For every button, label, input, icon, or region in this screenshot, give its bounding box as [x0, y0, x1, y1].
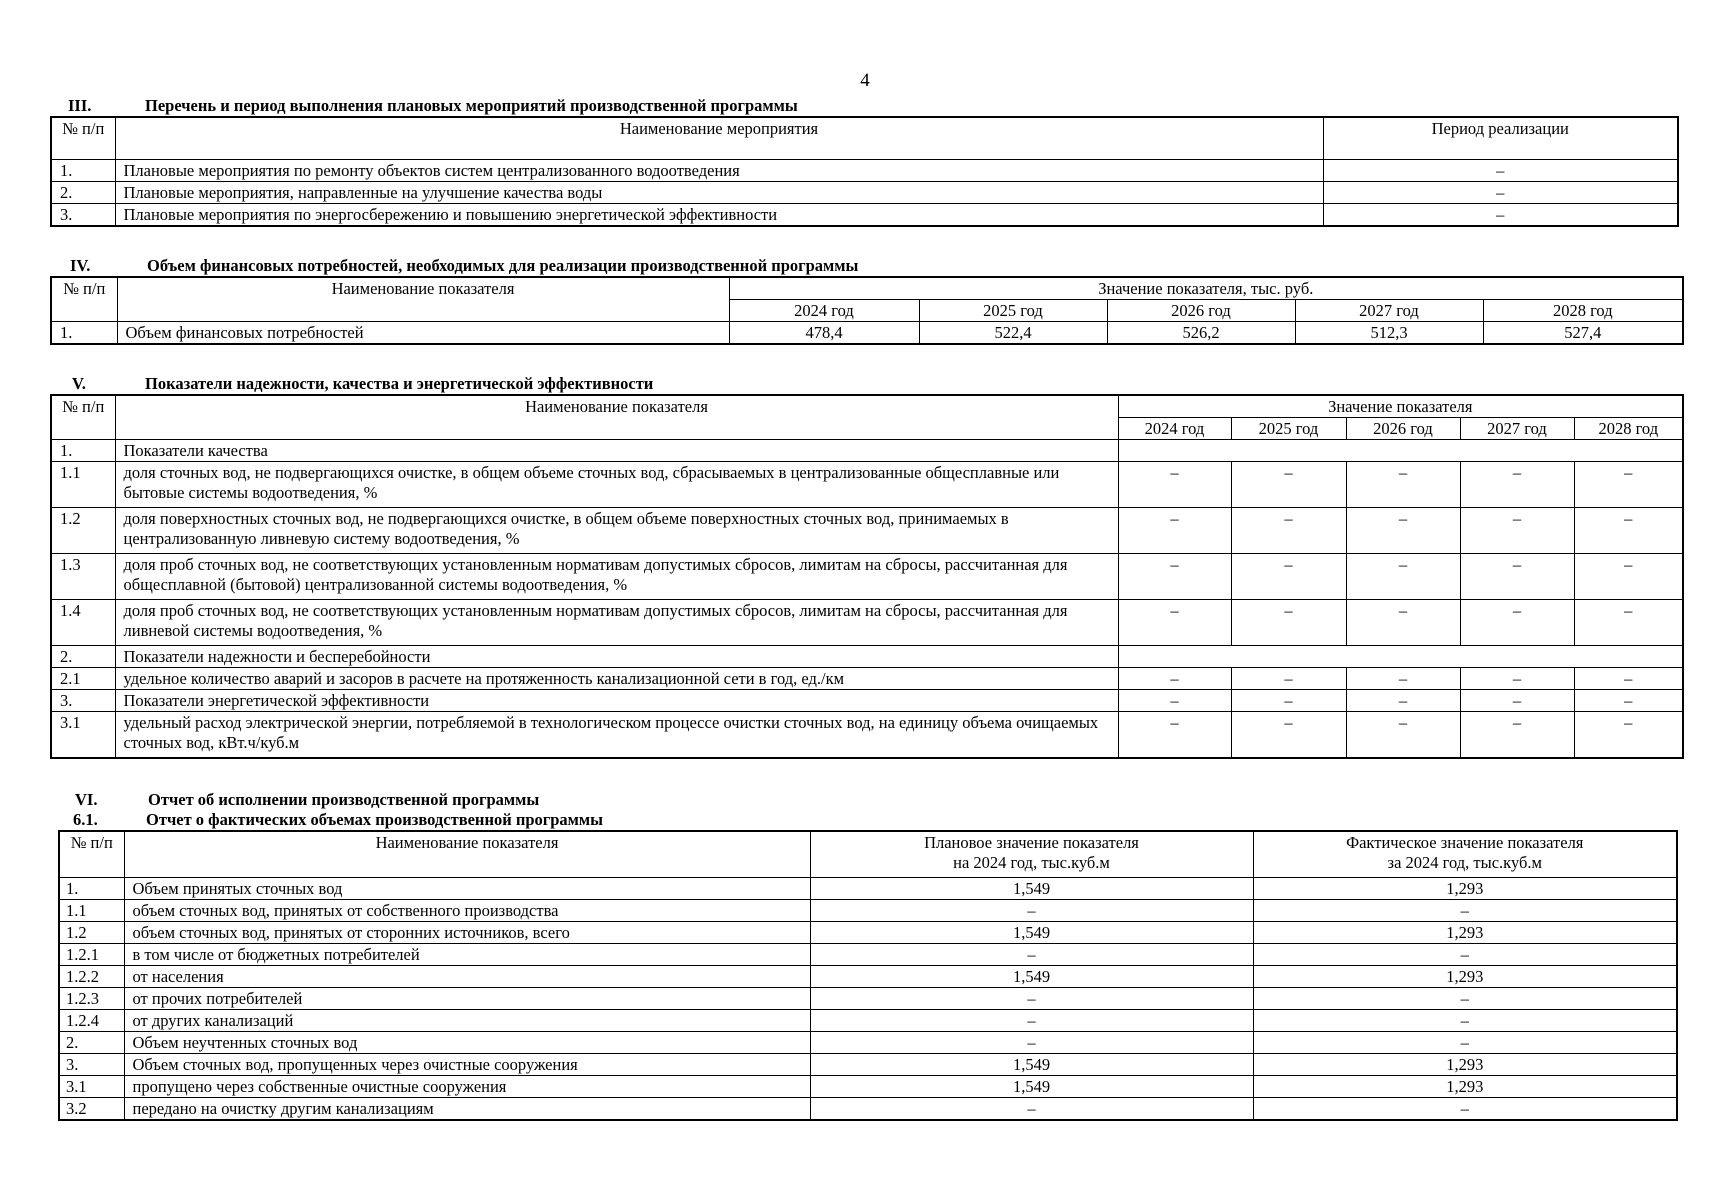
row-value-2027: 512,3 — [1295, 322, 1483, 345]
row-value-2026: – — [1346, 600, 1460, 646]
row-num: 1.3 — [51, 554, 115, 600]
row-plan: – — [810, 899, 1253, 921]
row-plan: – — [810, 1009, 1253, 1031]
row-fact: 1,293 — [1253, 877, 1677, 899]
row-value-2024: – — [1118, 690, 1231, 712]
row-fact: – — [1253, 943, 1677, 965]
row-value-2028: – — [1574, 668, 1683, 690]
row-value-2024: – — [1118, 554, 1231, 600]
row-fact: – — [1253, 1031, 1677, 1053]
row-num: 1.2 — [59, 921, 124, 943]
section-5-number: V. — [72, 374, 86, 393]
row-num: 3.1 — [51, 712, 115, 758]
section-4-table — [50, 276, 1684, 345]
row-num: 3.1 — [59, 1075, 124, 1097]
section-4-heading — [50, 256, 1684, 276]
col-header-num: № п/п — [59, 831, 124, 877]
row-name: доля проб сточных вод, не соответствующих установленным нормативам допустимых сбросов, лимитам на сбросы, рассчитанная для ливневой системы водоотведения, % — [115, 600, 1118, 646]
section-3 — [50, 96, 1679, 227]
row-value-2025: 522,4 — [919, 322, 1107, 345]
row-num: 1. — [59, 877, 124, 899]
row-empty-values — [1118, 440, 1683, 462]
row-value-2026: – — [1346, 712, 1460, 758]
row-name: доля поверхностных сточных вод, не подвергающихся очистке, в общем объеме поверхностных сточных вод, принимаемых в централизованную ливневую систему водоотведения, % — [115, 508, 1118, 554]
page-number: 4 — [860, 70, 870, 91]
row-value-2025: – — [1231, 712, 1346, 758]
col-header-year-2025: 2025 год — [1231, 418, 1346, 440]
table-row — [51, 508, 1683, 554]
col-header-year-2026: 2026 год — [1346, 418, 1460, 440]
section-6-table — [58, 830, 1678, 1121]
row-value-2027: – — [1460, 668, 1574, 690]
row-num: 2.1 — [51, 668, 115, 690]
row-name: Объем принятых сточных вод — [124, 877, 810, 899]
col-header-plan — [810, 831, 1253, 877]
row-plan: – — [810, 1031, 1253, 1053]
row-num: 1.2 — [51, 508, 115, 554]
section-6-title: Отчет об исполнении производственной программы — [148, 790, 540, 809]
table-row — [59, 921, 1677, 943]
col-header-value: Значение показателя, тыс. руб. — [729, 277, 1683, 300]
row-num: 2. — [59, 1031, 124, 1053]
section-4-title: Объем финансовых потребностей, необходимых для реализации производственной программы — [147, 256, 859, 275]
row-num: 1.1 — [51, 462, 115, 508]
col-header-fact-line1: Фактическое значение показателя — [1346, 833, 1584, 852]
table-row — [51, 322, 1683, 345]
row-num: 1.2.1 — [59, 943, 124, 965]
row-value-2024: – — [1118, 508, 1231, 554]
row-num: 3. — [59, 1053, 124, 1075]
table-row — [51, 203, 1678, 226]
col-header-num: № п/п — [51, 277, 117, 322]
row-plan: 1,549 — [810, 1075, 1253, 1097]
row-name: Плановые мероприятия по энергосбережению и повышению энергетической эффективности — [115, 203, 1323, 226]
row-value-2026: – — [1346, 668, 1460, 690]
row-name: Плановые мероприятия по ремонту объектов систем централизованного водоотведения — [115, 159, 1323, 181]
row-num: 1.1 — [59, 899, 124, 921]
row-name: Показатели энергетической эффективности — [115, 690, 1118, 712]
table-row — [59, 899, 1677, 921]
section-6-number: VI. — [75, 790, 98, 809]
col-header-num: № п/п — [51, 395, 115, 440]
row-num: 3. — [51, 203, 115, 226]
row-num: 3.2 — [59, 1097, 124, 1120]
row-name: Объем финансовых потребностей — [117, 322, 729, 345]
row-value-2028: – — [1574, 600, 1683, 646]
row-value-2024: – — [1118, 600, 1231, 646]
section-4 — [50, 256, 1684, 345]
section-4-number: IV. — [70, 256, 91, 275]
row-fact: 1,293 — [1253, 1053, 1677, 1075]
col-header-year-2028: 2028 год — [1483, 300, 1683, 322]
col-header-year-2027: 2027 год — [1295, 300, 1483, 322]
table-row — [51, 712, 1683, 758]
row-num: 1. — [51, 322, 117, 345]
section-6-1-number: 6.1. — [73, 810, 98, 829]
col-header-event-name: Наименование мероприятия — [115, 117, 1323, 159]
col-header-year-2026: 2026 год — [1107, 300, 1295, 322]
row-name: удельный расход электрической энергии, потребляемой в технологическом процессе очистки сточных вод, на единицу объема очищаемых сточных вод, кВт.ч/куб.м — [115, 712, 1118, 758]
col-header-plan-line2: на 2024 год, тыс.куб.м — [953, 853, 1110, 872]
row-name: объем сточных вод, принятых от собственного производства — [124, 899, 810, 921]
row-value-2024: 478,4 — [729, 322, 919, 345]
row-num: 1.2.4 — [59, 1009, 124, 1031]
row-value-2025: – — [1231, 554, 1346, 600]
row-value-2025: – — [1231, 668, 1346, 690]
row-name: Показатели надежности и бесперебойности — [115, 646, 1118, 668]
col-header-num: № п/п — [51, 117, 115, 159]
row-num: 1. — [51, 159, 115, 181]
row-value-2027: – — [1460, 508, 1574, 554]
row-value-2027: – — [1460, 600, 1574, 646]
row-period: – — [1323, 159, 1678, 181]
row-name: удельное количество аварий и засоров в расчете на протяженность канализационной сети в год, ед./км — [115, 668, 1118, 690]
row-value-2028: – — [1574, 712, 1683, 758]
section-3-table — [50, 116, 1679, 227]
row-fact: 1,293 — [1253, 921, 1677, 943]
col-header-year-2028: 2028 год — [1574, 418, 1683, 440]
row-name: Показатели качества — [115, 440, 1118, 462]
col-header-fact — [1253, 831, 1677, 877]
section-3-title: Перечень и период выполнения плановых мероприятий производственной программы — [145, 96, 798, 115]
table-row — [59, 1053, 1677, 1075]
col-header-value: Значение показателя — [1118, 395, 1683, 418]
table-row-group — [51, 440, 1683, 462]
table-row — [51, 690, 1683, 712]
row-num: 1. — [51, 440, 115, 462]
section-6-1-heading — [58, 810, 1678, 830]
row-name: объем сточных вод, принятых от сторонних источников, всего — [124, 921, 810, 943]
row-value-2025: – — [1231, 508, 1346, 554]
table-row — [59, 943, 1677, 965]
row-value-2025: – — [1231, 690, 1346, 712]
table-row — [59, 1009, 1677, 1031]
row-name: доля сточных вод, не подвергающихся очистке, в общем объеме сточных вод, сбрасываемых в централизованные общесплавные или бытовые системы водоотведения, % — [115, 462, 1118, 508]
row-period: – — [1323, 203, 1678, 226]
row-plan: – — [810, 987, 1253, 1009]
row-num: 1.2.2 — [59, 965, 124, 987]
row-plan: 1,549 — [810, 921, 1253, 943]
row-value-2027: – — [1460, 462, 1574, 508]
col-header-year-2024: 2024 год — [729, 300, 919, 322]
row-name: от населения — [124, 965, 810, 987]
section-6-1-title: Отчет о фактических объемах производственной программы — [146, 810, 604, 829]
row-value-2027: – — [1460, 690, 1574, 712]
row-empty-values — [1118, 646, 1683, 668]
row-plan: – — [810, 943, 1253, 965]
col-header-plan-line1: Плановое значение показателя — [924, 833, 1139, 852]
row-name: от других канализаций — [124, 1009, 810, 1031]
section-5-heading — [50, 374, 1684, 394]
row-name: Объем неучтенных сточных вод — [124, 1031, 810, 1053]
row-value-2028: 527,4 — [1483, 322, 1683, 345]
row-num: 1.4 — [51, 600, 115, 646]
row-value-2024: – — [1118, 668, 1231, 690]
row-value-2027: – — [1460, 712, 1574, 758]
col-header-year-2025: 2025 год — [919, 300, 1107, 322]
row-value-2025: – — [1231, 600, 1346, 646]
row-num: 3. — [51, 690, 115, 712]
row-value-2026: – — [1346, 690, 1460, 712]
table-row — [51, 181, 1678, 203]
row-name: в том числе от бюджетных потребителей — [124, 943, 810, 965]
table-row — [59, 1075, 1677, 1097]
row-value-2028: – — [1574, 508, 1683, 554]
col-header-period: Период реализации — [1323, 117, 1678, 159]
row-value-2026: – — [1346, 554, 1460, 600]
table-row — [59, 1031, 1677, 1053]
col-header-indicator-name: Наименование показателя — [115, 395, 1118, 440]
table-row — [51, 159, 1678, 181]
row-value-2026: – — [1346, 462, 1460, 508]
row-fact: – — [1253, 899, 1677, 921]
col-header-year-2027: 2027 год — [1460, 418, 1574, 440]
row-period: – — [1323, 181, 1678, 203]
section-3-heading — [50, 96, 1679, 116]
section-6 — [58, 790, 1678, 1121]
table-row — [59, 987, 1677, 1009]
row-value-2028: – — [1574, 690, 1683, 712]
section-6-heading — [58, 790, 1678, 810]
table-row — [51, 462, 1683, 508]
section-3-number: III. — [68, 96, 92, 115]
row-name: Объем сточных вод, пропущенных через очистные сооружения — [124, 1053, 810, 1075]
table-row — [51, 668, 1683, 690]
table-row-group — [51, 646, 1683, 668]
row-num: 2. — [51, 181, 115, 203]
row-value-2024: – — [1118, 712, 1231, 758]
row-name: передано на очистку другим канализациям — [124, 1097, 810, 1120]
table-row — [59, 1097, 1677, 1120]
row-name: от прочих потребителей — [124, 987, 810, 1009]
row-fact: – — [1253, 1097, 1677, 1120]
section-5 — [50, 374, 1684, 759]
row-value-2027: – — [1460, 554, 1574, 600]
table-row — [51, 600, 1683, 646]
section-5-title: Показатели надежности, качества и энергетической эффективности — [145, 374, 654, 393]
row-value-2028: – — [1574, 554, 1683, 600]
row-value-2025: – — [1231, 462, 1346, 508]
row-plan: 1,549 — [810, 965, 1253, 987]
row-value-2026: – — [1346, 508, 1460, 554]
table-row — [59, 877, 1677, 899]
section-5-table — [50, 394, 1684, 759]
row-fact: 1,293 — [1253, 1075, 1677, 1097]
row-plan: – — [810, 1097, 1253, 1120]
row-fact: – — [1253, 1009, 1677, 1031]
row-name: Плановые мероприятия, направленные на улучшение качества воды — [115, 181, 1323, 203]
row-fact: – — [1253, 987, 1677, 1009]
row-name: доля проб сточных вод, не соответствующих установленным нормативам допустимых сбросов, лимитам на сбросы, рассчитанная для общесплавной (бытовой) централизованной системы водоотведения, % — [115, 554, 1118, 600]
table-row — [59, 965, 1677, 987]
row-value-2026: 526,2 — [1107, 322, 1295, 345]
col-header-year-2024: 2024 год — [1118, 418, 1231, 440]
row-value-2028: – — [1574, 462, 1683, 508]
row-name: пропущено через собственные очистные сооружения — [124, 1075, 810, 1097]
row-num: 2. — [51, 646, 115, 668]
row-fact: 1,293 — [1253, 965, 1677, 987]
table-row — [51, 554, 1683, 600]
col-header-indicator-name: Наименование показателя — [117, 277, 729, 322]
row-value-2024: – — [1118, 462, 1231, 508]
row-num: 1.2.3 — [59, 987, 124, 1009]
row-plan: 1,549 — [810, 877, 1253, 899]
row-plan: 1,549 — [810, 1053, 1253, 1075]
col-header-indicator-name: Наименование показателя — [124, 831, 810, 877]
col-header-fact-line2: за 2024 год, тыс.куб.м — [1387, 853, 1542, 872]
